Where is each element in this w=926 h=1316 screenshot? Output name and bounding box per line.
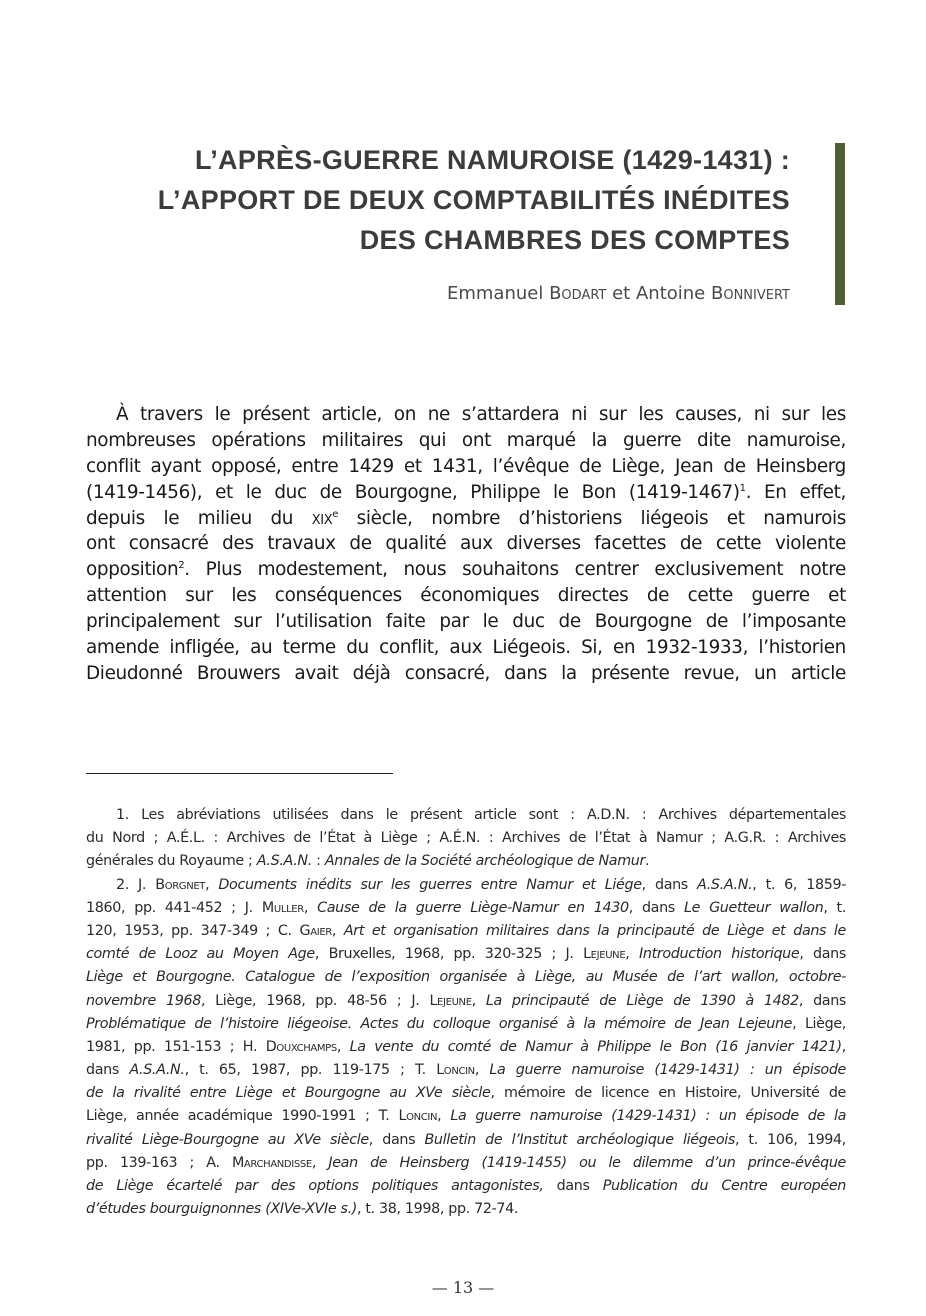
- footnote-2-line: de la rivalité entre Liège et Bourgogne au XVe siècle, mémoire de licence en Histoire, Université de: [86, 1085, 846, 1102]
- footnotes: [86, 804, 846, 1221]
- body-line: conflit ayant opposé, entre 1429 et 1431, l’évêque de Liège, Jean de Heinsberg: [86, 455, 846, 477]
- author-1-family: Bodart: [549, 283, 607, 304]
- footnote-1-line: du Nord ; A.É.L. : Archives de l’État à Liège ; A.É.N. : Archives de l’État à Namur ; A.G.R. : Archives: [86, 830, 846, 847]
- footnote-2-line: pp. 139-163 ; A. Marchandisse, Jean de Heinsberg (1419-1455) ou le dilemme d’un prince-évêque: [86, 1154, 846, 1171]
- title-line-2: L’APPORT DE DEUX COMPTABILITÉS INÉDITES: [157, 185, 790, 215]
- title-line-3: DES CHAMBRES DES COMPTES: [359, 225, 790, 255]
- footnote-1-line: générales du Royaume ; A.S.A.N. : Annales de la Société archéologique de Namur.: [86, 853, 650, 870]
- body-line: À travers le présent article, on ne s’attardera ni sur les causes, ni sur les: [116, 404, 846, 425]
- body-line: attention sur les conséquences économiques directes de cette guerre et: [86, 585, 846, 607]
- footnote-1-line: 1. Les abréviations utilisées dans le présent article sont : A.D.N. : Archives départementales: [116, 807, 846, 823]
- title-line-1: L’APRÈS-GUERRE NAMUROISE (1429-1431) :: [194, 145, 790, 175]
- footnote-2-line: 1860, pp. 441-452 ; J. Muller, Cause de la guerre Liège-Namur en 1430, dans Le Guetteur wallon, t.: [86, 899, 847, 916]
- footnote-2-line: Liège, année académique 1990-1991 ; T. Loncin, La guerre namuroise (1429-1431) : un épisode de la: [86, 1108, 847, 1125]
- article-title: [60, 140, 790, 260]
- authors-line: [200, 283, 790, 304]
- footnote-2-line: d’études bourguignonnes (XIVe-XVIe s.), t. 38, 1998, pp. 72-74.: [86, 1201, 519, 1218]
- footnote-2-line: Problématique de l’histoire liégeoise. Actes du colloque organisé à la mémoire de Jean Lejeune, Liège,: [86, 1015, 846, 1032]
- author-2-family: Bonnivert: [711, 283, 790, 304]
- footnote-2-line: Liège et Bourgogne. Catalogue de l’exposition organisée à Liège, au Musée de l’art wallon, octobre-: [86, 969, 846, 986]
- footnote-2-line: 2. J. Borgnet, Documents inédits sur les guerres entre Namur et Liége, dans A.S.A.N., t. 6, 1859-: [116, 876, 847, 893]
- page-number: — 13 —: [431, 1278, 495, 1297]
- body-line: principalement sur l’utilisation faite par le duc de Bourgogne de l’imposante: [86, 611, 846, 633]
- footnote-2-line: novembre 1968, Liège, 1968, pp. 48-56 ; J. Lejeune, La principauté de Liège de 1390 à 1482, dans: [86, 992, 847, 1009]
- body-line: nombreuses opérations militaires qui ont marqué la guerre dite namuroise,: [86, 429, 846, 451]
- body-line: amende infligée, au terme du conflit, aux Liégeois. Si, en 1932-1933, l’historien: [86, 637, 846, 659]
- body-line: opposition$^2$. Plus modestement, nous souhaitons centrer exclusivement notre: [86, 559, 846, 581]
- body-line: depuis le milieu du xix$^e$ siècle, nombre d’historiens liégeois et namurois: [86, 507, 846, 529]
- accent-bar: [835, 143, 845, 305]
- author-2-given: Antoine: [635, 283, 706, 304]
- footnote-2-line: de Liège écartelé par des options politiques antagonistes, dans Publication du Centre européen: [86, 1178, 846, 1194]
- footnote-2-line: rivalité Liège-Bourgogne au XVe siècle, dans Bulletin de l’Institut archéologique liégeois, t. 106, 1994,: [86, 1131, 846, 1148]
- footnote-2-line: dans A.S.A.N., t. 65, 1987, pp. 119-175 ; T. Loncin, La guerre namuroise (1429-1431) : un épisode: [86, 1062, 847, 1079]
- footnote-2-line: 120, 1953, pp. 347-349 ; C. Gaier, Art et organisation militaires dans la principauté de Liège et dans le: [86, 922, 847, 939]
- footnote-2-line: comté de Looz au Moyen Age, Bruxelles, 1968, pp. 320-325 ; J. Lejeune, Introduction historique, dans: [86, 946, 846, 963]
- body-paragraph: [86, 402, 846, 687]
- footnote-separator: [86, 773, 393, 774]
- footnote-2-line: 1981, pp. 151-153 ; H. Douxchamps, La vente du comté de Namur à Philippe le Bon (16 janvier 1421),: [86, 1038, 846, 1055]
- authors-conjunction: et: [612, 283, 631, 304]
- author-1-given: Emmanuel: [446, 283, 544, 304]
- body-line: ont consacré des travaux de qualité aux diverses facettes de cette violente: [86, 533, 846, 555]
- footnote-ref-1[interactable]: 1: [739, 482, 746, 494]
- body-line: Dieudonné Brouwers avait déjà consacré, dans la présente revue, un article: [86, 662, 846, 684]
- footnote-ref-2[interactable]: 2: [178, 560, 185, 572]
- body-line: (1419-1456), et le duc de Bourgogne, Philippe le Bon (1419-1467)$^1$. En effet,: [86, 481, 846, 503]
